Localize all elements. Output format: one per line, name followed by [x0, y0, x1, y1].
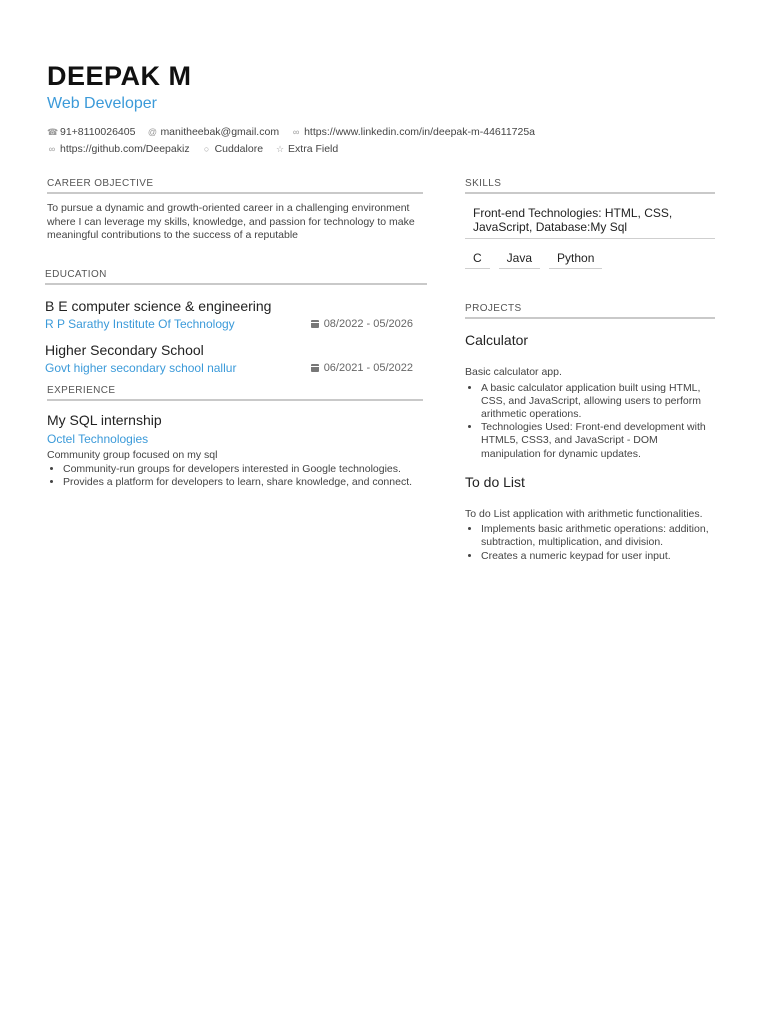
left-column	[47, 178, 423, 489]
education-meta	[45, 361, 413, 375]
skill-tag: Python	[549, 249, 602, 269]
section-title-career-objective: CAREER OBJECTIVE	[47, 178, 423, 194]
skill-group: Front-end Technologies: HTML, CSS, JavaScript, Database:My Sql	[465, 202, 715, 239]
resume-header	[47, 60, 727, 158]
link-icon: ∞	[292, 127, 300, 137]
contact-row-1	[47, 124, 727, 141]
candidate-name: DEEPAK M	[47, 61, 192, 91]
email-contact[interactable]	[147, 124, 279, 141]
star-icon: ☆	[275, 144, 285, 154]
list-item: • Technologies Used: Front-end development with HTML5, CSS3, and JavaScript - DOM manipulation for dynamic updates.	[481, 421, 715, 461]
contact-row-2	[47, 141, 727, 158]
skill-tag: C	[465, 249, 490, 269]
link-icon: ∞	[48, 144, 56, 154]
list-item: • Community-run groups for developers interested in Google technologies.	[63, 463, 423, 476]
career-objective-text: To pursue a dynamic and growth-oriented career in a challenging environment where I can leverage my skills, knowledge, and passion for technology to make meaningful contributions to the success of a reputable	[47, 202, 415, 241]
project-bullets	[465, 523, 715, 563]
experience-company: Octel Technologies	[47, 431, 149, 446]
education-item	[45, 341, 427, 375]
linkedin-link[interactable]: https://www.linkedin.com/in/deepak-m-44611725a	[304, 126, 536, 138]
education-date	[311, 318, 413, 330]
github-link[interactable]: https://github.com/Deepakiz	[60, 143, 190, 155]
email-text[interactable]: manitheebak@gmail.com	[160, 126, 280, 138]
location-contact	[202, 141, 263, 158]
education-date	[311, 362, 413, 374]
list-item: • A basic calculator application built using HTML, CSS, and JavaScript, allowing users to perform arithmetic operations.	[481, 382, 715, 422]
project-description: To do List application with arithmetic functionalities.	[465, 507, 703, 520]
contact-info	[47, 124, 727, 158]
right-column	[465, 178, 715, 573]
education-school: Govt higher secondary school nallur	[45, 360, 237, 375]
job-title: Web Developer	[47, 95, 157, 112]
section-title-skills: SKILLS	[465, 178, 715, 194]
extra-field-contact	[275, 141, 338, 158]
project-bullets	[465, 382, 715, 461]
career-objective-section	[47, 178, 423, 243]
project-name: Calculator	[465, 332, 529, 348]
projects-section	[465, 303, 715, 563]
skill-tag: Java	[499, 249, 540, 269]
calendar-icon	[311, 364, 319, 372]
linkedin-contact[interactable]	[291, 124, 535, 141]
project-name: To do List	[465, 473, 525, 490]
section-title-education: EDUCATION	[45, 269, 427, 285]
education-degree: Higher Secondary School	[45, 341, 204, 358]
phone-text: 91+8110026405	[60, 126, 136, 138]
project-description: Basic calculator app.	[465, 366, 562, 378]
list-item: • Provides a platform for developers to learn, share knowledge, and connect.	[63, 476, 423, 489]
extra-field-text: Extra Field	[288, 143, 339, 155]
education-item	[45, 297, 427, 331]
skill-tags	[465, 249, 715, 269]
calendar-icon	[311, 320, 319, 328]
experience-section	[47, 385, 423, 489]
location-pin-icon: ○	[203, 144, 210, 154]
email-icon: @	[147, 127, 157, 137]
education-date-text: 08/2022 - 05/2026	[323, 317, 413, 330]
section-title-experience: EXPERIENCE	[47, 385, 423, 401]
project-item	[465, 331, 715, 461]
list-item: • Creates a numeric keypad for user input.	[481, 550, 715, 563]
list-item: • Implements basic arithmetic operations: addition, subtraction, multiplication, and division.	[481, 523, 715, 549]
experience-role: My SQL internship	[47, 411, 162, 428]
education-meta	[45, 317, 413, 331]
education-date-text: 06/2021 - 05/2022	[323, 361, 413, 374]
skills-section	[465, 178, 715, 269]
experience-bullets	[47, 463, 423, 489]
education-degree: B E computer science & engineering	[45, 297, 272, 314]
location-text: Cuddalore	[214, 143, 264, 155]
github-contact[interactable]	[47, 141, 190, 158]
phone-contact	[47, 124, 135, 141]
experience-description: Community group focused on my sql	[47, 448, 218, 461]
education-section	[45, 269, 427, 375]
education-school: R P Sarathy Institute Of Technology	[45, 316, 235, 331]
project-item	[465, 473, 715, 563]
phone-icon: ☎	[47, 127, 59, 137]
section-title-projects: PROJECTS	[465, 303, 715, 319]
